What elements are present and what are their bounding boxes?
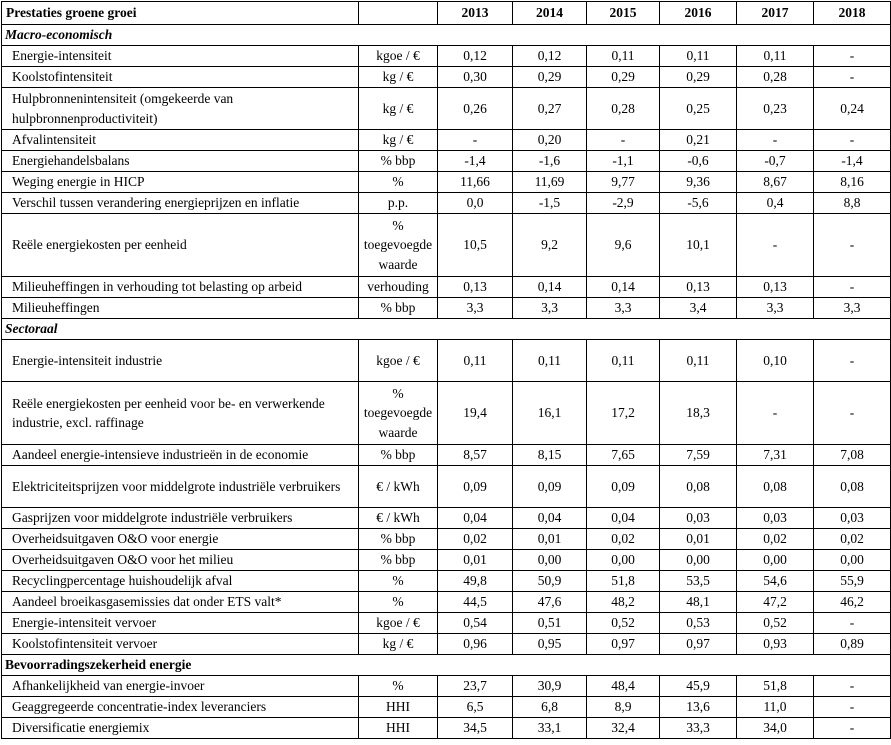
value-cell-2018: 0,03 [814, 508, 891, 529]
section-title: Bevoorradingszekerheid energie [2, 655, 891, 676]
indicator-unit: % [359, 676, 438, 697]
value-cell-2015: 0,00 [587, 550, 660, 571]
value-cell-2014: -1,5 [513, 193, 587, 214]
value-cell-2018: - [814, 718, 891, 739]
indicator-unit: % bbp [359, 445, 438, 466]
value-cell-2013: 0,02 [438, 529, 513, 550]
value-cell-2013: 0,96 [438, 634, 513, 655]
value-cell-2017: 0,08 [737, 466, 814, 508]
value-cell-2013: 8,57 [438, 445, 513, 466]
indicator-unit: kg / € [359, 130, 438, 151]
indicator-unit: kg / € [359, 67, 438, 88]
value-cell-2018: 8,8 [814, 193, 891, 214]
header-row [2, 2, 891, 25]
value-cell-2014: 0,51 [513, 613, 587, 634]
value-cell-2013: 19,4 [438, 382, 513, 445]
value-cell-2015: 8,9 [587, 697, 660, 718]
value-cell-2017: 0,52 [737, 613, 814, 634]
value-cell-2016: 9,36 [660, 172, 737, 193]
value-cell-2017: 7,31 [737, 445, 814, 466]
value-cell-2014: 30,9 [513, 676, 587, 697]
table-row [2, 172, 891, 193]
value-cell-2015: 0,11 [587, 46, 660, 67]
table-row [2, 529, 891, 550]
value-cell-2014: 9,2 [513, 214, 587, 277]
value-cell-2016: 0,13 [660, 277, 737, 298]
indicator-label: Weging energie in HICP [2, 172, 359, 193]
value-cell-2016: 0,11 [660, 46, 737, 67]
value-cell-2014: 6,8 [513, 697, 587, 718]
indicator-unit: % [359, 172, 438, 193]
indicator-label: Energie-intensiteit industrie [2, 340, 359, 382]
value-cell-2013: 44,5 [438, 592, 513, 613]
value-cell-2013: 34,5 [438, 718, 513, 739]
table-title: Prestaties groene groei [2, 2, 359, 25]
value-cell-2017: 47,2 [737, 592, 814, 613]
indicator-unit: % bbp [359, 151, 438, 172]
indicator-label: Diversificatie energiemix [2, 718, 359, 739]
indicator-unit: HHI [359, 718, 438, 739]
value-cell-2013: 0,01 [438, 550, 513, 571]
value-cell-2014: 0,01 [513, 529, 587, 550]
value-cell-2015: 48,2 [587, 592, 660, 613]
year-header: 2014 [513, 2, 587, 25]
indicator-unit: % bbp [359, 529, 438, 550]
indicator-label: Geaggregeerde concentratie-index leveranciers [2, 697, 359, 718]
value-cell-2015: -1,1 [587, 151, 660, 172]
value-cell-2013: 49,8 [438, 571, 513, 592]
value-cell-2013: 0,30 [438, 67, 513, 88]
indicator-label: Gasprijzen voor middelgrote industriële verbruikers [2, 508, 359, 529]
value-cell-2017: 3,3 [737, 298, 814, 319]
indicator-label: Energie-intensiteit [2, 46, 359, 67]
value-cell-2014: -1,6 [513, 151, 587, 172]
indicator-label: Overheidsuitgaven O&O voor het milieu [2, 550, 359, 571]
value-cell-2016: 0,97 [660, 634, 737, 655]
indicator-unit: kg / € [359, 634, 438, 655]
section-header-row [2, 25, 891, 46]
value-cell-2017: 0,4 [737, 193, 814, 214]
value-cell-2016: 53,5 [660, 571, 737, 592]
value-cell-2013: 0,54 [438, 613, 513, 634]
value-cell-2014: 16,1 [513, 382, 587, 445]
value-cell-2016: 0,00 [660, 550, 737, 571]
table-row [2, 67, 891, 88]
value-cell-2017: 0,23 [737, 88, 814, 130]
value-cell-2015: 0,04 [587, 508, 660, 529]
value-cell-2014: 0,29 [513, 67, 587, 88]
value-cell-2018: 7,08 [814, 445, 891, 466]
value-cell-2018: - [814, 214, 891, 277]
value-cell-2018: - [814, 697, 891, 718]
value-cell-2014: 0,12 [513, 46, 587, 67]
value-cell-2016: 10,1 [660, 214, 737, 277]
indicator-label: Verschil tussen verandering energieprijzen en inflatie [2, 193, 359, 214]
table-row [2, 88, 891, 130]
value-cell-2018: 0,89 [814, 634, 891, 655]
value-cell-2015: 0,52 [587, 613, 660, 634]
year-header: 2017 [737, 2, 814, 25]
value-cell-2017: 0,10 [737, 340, 814, 382]
value-cell-2016: -5,6 [660, 193, 737, 214]
indicator-label: Afhankelijkheid van energie-invoer [2, 676, 359, 697]
value-cell-2015: 0,97 [587, 634, 660, 655]
indicator-unit: kg / € [359, 88, 438, 130]
value-cell-2013: 6,5 [438, 697, 513, 718]
value-cell-2013: 10,5 [438, 214, 513, 277]
value-cell-2017: -0,7 [737, 151, 814, 172]
value-cell-2015: 9,6 [587, 214, 660, 277]
indicator-unit: p.p. [359, 193, 438, 214]
year-header: 2018 [814, 2, 891, 25]
table-row [2, 592, 891, 613]
indicator-unit: € / kWh [359, 508, 438, 529]
value-cell-2014: 11,69 [513, 172, 587, 193]
value-cell-2018: - [814, 67, 891, 88]
table-row [2, 382, 891, 445]
value-cell-2014: 0,27 [513, 88, 587, 130]
value-cell-2015: 51,8 [587, 571, 660, 592]
value-cell-2017: 11,0 [737, 697, 814, 718]
table-row [2, 550, 891, 571]
value-cell-2018: - [814, 382, 891, 445]
value-cell-2016: 13,6 [660, 697, 737, 718]
section-title: Sectoraal [2, 319, 891, 340]
value-cell-2017: 0,11 [737, 46, 814, 67]
indicator-label: Recyclingpercentage huishoudelijk afval [2, 571, 359, 592]
value-cell-2015: 17,2 [587, 382, 660, 445]
indicator-label: Overheidsuitgaven O&O voor energie [2, 529, 359, 550]
value-cell-2018: - [814, 130, 891, 151]
table-row [2, 445, 891, 466]
value-cell-2015: 0,14 [587, 277, 660, 298]
value-cell-2013: 0,0 [438, 193, 513, 214]
indicator-label: Koolstofintensiteit [2, 67, 359, 88]
section-header-row [2, 319, 891, 340]
value-cell-2015: -2,9 [587, 193, 660, 214]
value-cell-2018: 46,2 [814, 592, 891, 613]
year-header: 2016 [660, 2, 737, 25]
table-body [2, 25, 891, 739]
table-row [2, 130, 891, 151]
indicator-unit: kgoe / € [359, 46, 438, 67]
value-cell-2014: 33,1 [513, 718, 587, 739]
indicator-unit: kgoe / € [359, 340, 438, 382]
table-row [2, 697, 891, 718]
value-cell-2013: 0,13 [438, 277, 513, 298]
value-cell-2014: 0,04 [513, 508, 587, 529]
indicator-unit: verhouding [359, 277, 438, 298]
indicator-label: Reële energiekosten per eenheid voor be- en verwerkende industrie, excl. raffinage [2, 382, 359, 445]
value-cell-2013: 0,04 [438, 508, 513, 529]
value-cell-2016: 48,1 [660, 592, 737, 613]
value-cell-2018: -1,4 [814, 151, 891, 172]
table-row [2, 277, 891, 298]
value-cell-2018: - [814, 340, 891, 382]
value-cell-2017: 0,28 [737, 67, 814, 88]
table-row [2, 46, 891, 67]
value-cell-2015: 48,4 [587, 676, 660, 697]
value-cell-2014: 47,6 [513, 592, 587, 613]
value-cell-2013: 11,66 [438, 172, 513, 193]
value-cell-2014: 3,3 [513, 298, 587, 319]
value-cell-2013: 23,7 [438, 676, 513, 697]
section-title: Macro-economisch [2, 25, 891, 46]
value-cell-2013: 0,09 [438, 466, 513, 508]
value-cell-2017: 51,8 [737, 676, 814, 697]
table-row [2, 676, 891, 697]
green-growth-table [1, 1, 891, 739]
indicator-label: Afvalintensiteit [2, 130, 359, 151]
value-cell-2017: 34,0 [737, 718, 814, 739]
value-cell-2015: 3,3 [587, 298, 660, 319]
indicator-label: Aandeel energie-intensieve industrieën in de economie [2, 445, 359, 466]
value-cell-2016: 18,3 [660, 382, 737, 445]
value-cell-2013: 0,26 [438, 88, 513, 130]
value-cell-2016: 0,03 [660, 508, 737, 529]
value-cell-2017: 0,03 [737, 508, 814, 529]
value-cell-2015: 9,77 [587, 172, 660, 193]
value-cell-2016: 33,3 [660, 718, 737, 739]
value-cell-2013: - [438, 130, 513, 151]
indicator-unit: % toegevoegde waarde [359, 214, 438, 277]
value-cell-2013: 0,11 [438, 340, 513, 382]
value-cell-2016: 0,21 [660, 130, 737, 151]
table-row [2, 193, 891, 214]
indicator-label: Elektriciteitsprijzen voor middelgrote industriële verbruikers [2, 466, 359, 508]
value-cell-2014: 0,00 [513, 550, 587, 571]
value-cell-2015: 0,11 [587, 340, 660, 382]
value-cell-2017: 0,13 [737, 277, 814, 298]
unit-header [359, 2, 438, 25]
value-cell-2017: 54,6 [737, 571, 814, 592]
indicator-label: Milieuheffingen in verhouding tot belasting op arbeid [2, 277, 359, 298]
value-cell-2014: 50,9 [513, 571, 587, 592]
value-cell-2015: 0,29 [587, 67, 660, 88]
value-cell-2017: - [737, 214, 814, 277]
value-cell-2015: 0,09 [587, 466, 660, 508]
value-cell-2014: 0,11 [513, 340, 587, 382]
value-cell-2018: 0,08 [814, 466, 891, 508]
value-cell-2018: 3,3 [814, 298, 891, 319]
value-cell-2016: -0,6 [660, 151, 737, 172]
value-cell-2018: 0,02 [814, 529, 891, 550]
value-cell-2014: 0,20 [513, 130, 587, 151]
value-cell-2018: 8,16 [814, 172, 891, 193]
indicator-label: Milieuheffingen [2, 298, 359, 319]
value-cell-2018: 0,00 [814, 550, 891, 571]
value-cell-2013: 0,12 [438, 46, 513, 67]
table-row [2, 634, 891, 655]
value-cell-2015: 0,28 [587, 88, 660, 130]
indicator-label: Reële energiekosten per eenheid [2, 214, 359, 277]
value-cell-2014: 0,09 [513, 466, 587, 508]
table-row [2, 508, 891, 529]
value-cell-2016: 3,4 [660, 298, 737, 319]
value-cell-2015: 32,4 [587, 718, 660, 739]
value-cell-2013: 3,3 [438, 298, 513, 319]
indicator-label: Energie-intensiteit vervoer [2, 613, 359, 634]
table-row [2, 718, 891, 739]
value-cell-2016: 0,29 [660, 67, 737, 88]
value-cell-2016: 45,9 [660, 676, 737, 697]
value-cell-2016: 7,59 [660, 445, 737, 466]
indicator-unit: kgoe / € [359, 613, 438, 634]
value-cell-2015: - [587, 130, 660, 151]
value-cell-2015: 0,02 [587, 529, 660, 550]
value-cell-2018: 55,9 [814, 571, 891, 592]
year-header: 2013 [438, 2, 513, 25]
indicator-label: Aandeel broeikasgasemissies dat onder ETS valt* [2, 592, 359, 613]
indicator-label: Hulpbronnenintensiteit (omgekeerde van hulpbronnenproductiviteit) [2, 88, 359, 130]
indicator-unit: % toegevoegde waarde [359, 382, 438, 445]
indicator-unit: % bbp [359, 550, 438, 571]
indicator-unit: € / kWh [359, 466, 438, 508]
year-header: 2015 [587, 2, 660, 25]
table-row [2, 340, 891, 382]
value-cell-2018: 0,24 [814, 88, 891, 130]
indicator-unit: HHI [359, 697, 438, 718]
indicator-unit: % [359, 592, 438, 613]
value-cell-2018: - [814, 277, 891, 298]
value-cell-2017: 8,67 [737, 172, 814, 193]
value-cell-2016: 0,25 [660, 88, 737, 130]
table-row [2, 151, 891, 172]
value-cell-2016: 0,08 [660, 466, 737, 508]
table-row [2, 298, 891, 319]
value-cell-2014: 8,15 [513, 445, 587, 466]
value-cell-2016: 0,11 [660, 340, 737, 382]
table-row [2, 571, 891, 592]
value-cell-2018: - [814, 676, 891, 697]
table-row [2, 466, 891, 508]
indicator-unit: % bbp [359, 298, 438, 319]
value-cell-2015: 7,65 [587, 445, 660, 466]
table-row [2, 214, 891, 277]
section-header-row [2, 655, 891, 676]
indicator-label: Energiehandelsbalans [2, 151, 359, 172]
value-cell-2018: - [814, 613, 891, 634]
value-cell-2013: -1,4 [438, 151, 513, 172]
value-cell-2016: 0,53 [660, 613, 737, 634]
value-cell-2014: 0,14 [513, 277, 587, 298]
indicator-label: Koolstofintensiteit vervoer [2, 634, 359, 655]
value-cell-2017: - [737, 382, 814, 445]
value-cell-2017: 0,00 [737, 550, 814, 571]
value-cell-2017: - [737, 130, 814, 151]
value-cell-2014: 0,95 [513, 634, 587, 655]
value-cell-2018: - [814, 46, 891, 67]
indicator-unit: % [359, 571, 438, 592]
value-cell-2017: 0,93 [737, 634, 814, 655]
table-row [2, 613, 891, 634]
value-cell-2016: 0,01 [660, 529, 737, 550]
value-cell-2017: 0,02 [737, 529, 814, 550]
